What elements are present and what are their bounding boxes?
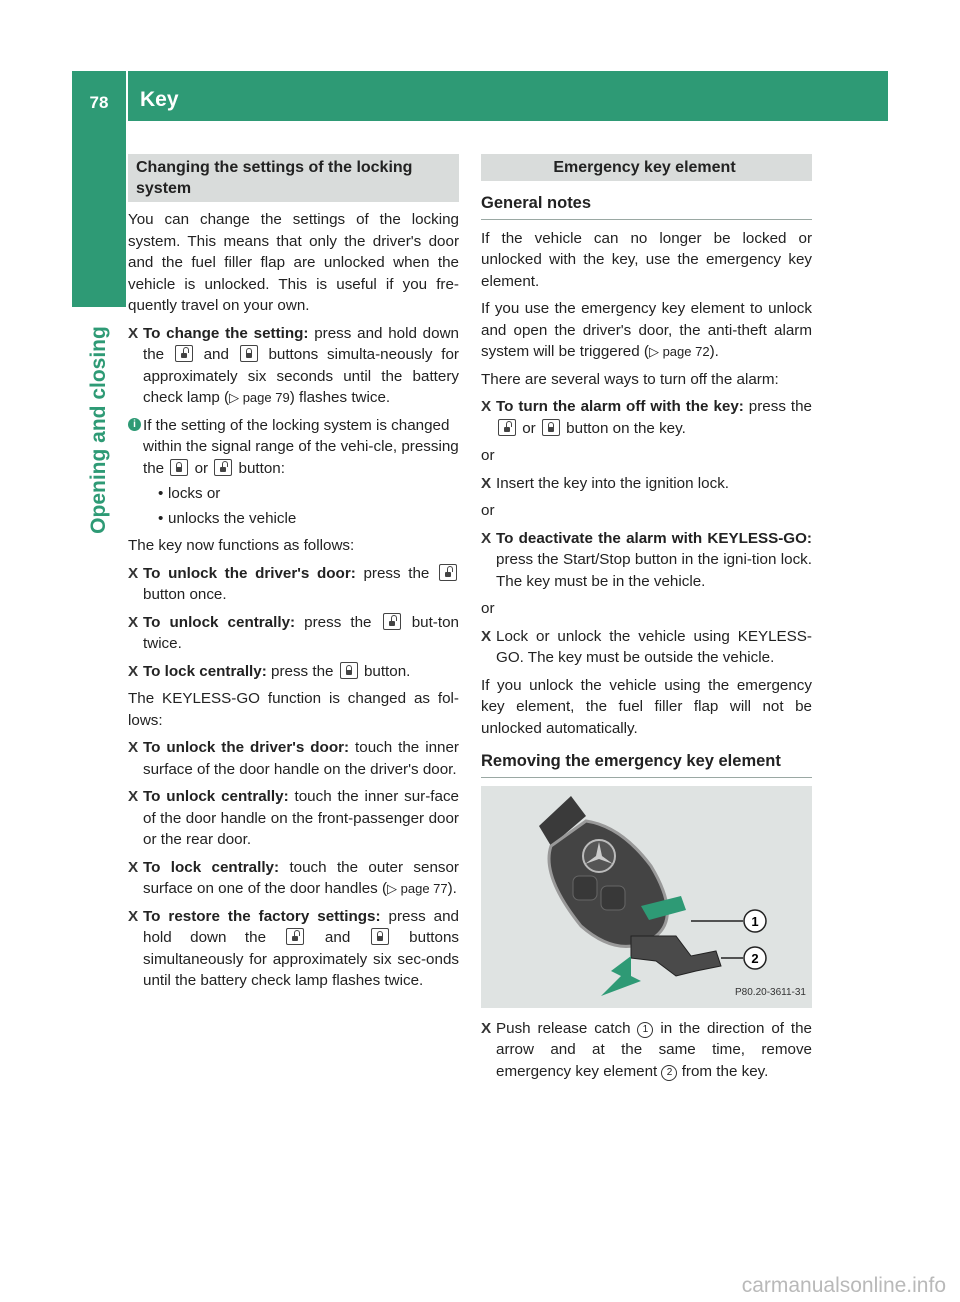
step-marker-icon: X — [128, 564, 139, 582]
key-functions-text: The key now functions as follows: — [128, 537, 355, 554]
step-keyless-unlock-central: X To unlock centrally: touch the inner sur-face of the door handle on the front-passenger door or the rear door. — [128, 788, 460, 848]
step-deactivate-keyless: X To deactivate the alarm with KEYLESS-GO: press the Start/Stop button in the igni-tion lock. The key must be in the vehicle. — [481, 529, 812, 590]
unlock-button-icon — [498, 419, 516, 436]
callout-ref-2: 2 — [661, 1065, 677, 1081]
list-item: • unlocks the vehicle — [158, 508, 459, 530]
step-keyless-unlock-driver: X To unlock the driver's door: touch the inner surface of the door handle on the driver's door. — [128, 739, 459, 778]
keyless-intro: The KEYLESS-GO function is changed as fol-lows: — [128, 690, 459, 729]
step-marker-icon: X — [481, 1019, 492, 1037]
step-unlock-centrally: X To unlock centrally: press the but-ton twice. — [128, 613, 459, 652]
page-title: Key — [140, 88, 179, 111]
header-bar — [72, 71, 888, 121]
lock-button-icon — [170, 459, 188, 476]
list-item: • locks or — [158, 483, 459, 505]
step-change-setting: X To change the setting: press and hold down the and buttons simulta-neously for approximately six seconds until the battery check lamp (▷ page 79) flashes twice. — [128, 324, 459, 406]
callout-2-label: 2 — [751, 950, 759, 966]
lock-button-icon — [340, 662, 358, 679]
step-insert-key: X Insert the key into the ignition lock. — [481, 473, 812, 495]
step-marker-icon: X — [481, 529, 492, 547]
unlock-key-button — [573, 876, 597, 900]
watermark: carmanualsonline.info — [741, 1274, 946, 1297]
step-lock-centrally: X To lock centrally: press the button. — [128, 661, 459, 683]
paragraph: If the vehicle can no longer be locked or unlocked with the key, use the emergency key element. — [481, 229, 812, 290]
unlock-button-icon — [286, 928, 304, 945]
subheading-general-notes: General notes — [481, 193, 812, 220]
subheading-removing: Removing the emergency key element — [481, 751, 812, 778]
section-heading-locking: Changing the settings of the locking system — [128, 154, 459, 202]
intro-paragraph: You can change the settings of the locking system. This means that only the driver's door and the fuel filler flap are unlocked when the vehicle is unlocked. This is useful if you fre-quently travel on your own. — [128, 211, 459, 314]
step-alarm-off-key: X To turn the alarm off with the key: press the or button on the key. — [481, 398, 812, 437]
side-block — [72, 121, 126, 307]
chapter-tab-label: Opening and closing — [87, 326, 110, 534]
note-bullets — [158, 483, 459, 529]
key-illustration — [481, 786, 812, 1008]
unlock-button-icon — [214, 459, 232, 476]
page-reference[interactable]: ▷ page 77 — [387, 881, 448, 896]
step-marker-icon: X — [128, 662, 139, 680]
info-icon: i — [128, 418, 141, 431]
info-note: i If the setting of the locking system is changed within the signal range of the vehi-cle, pressing the or button: • locks or • unlocks the vehicle — [128, 415, 459, 530]
or-text: or — [481, 447, 495, 464]
or-text: or — [481, 600, 495, 617]
page-number: 78 — [89, 93, 109, 112]
step-push-release-catch: X Push release catch 1 in the direction of the arrow and at the same time, remove emergency key element 2 from the key. — [481, 1019, 813, 1080]
step-marker-icon: X — [128, 788, 139, 805]
paragraph: There are several ways to turn off the alarm: — [481, 370, 779, 388]
right-column — [481, 154, 812, 1088]
step-unlock-driver-door: X To unlock the driver's door: press the button once. — [128, 563, 459, 606]
step-marker-icon: X — [128, 907, 139, 925]
step-marker-icon: X — [481, 474, 492, 492]
page-reference[interactable]: ▷ page 79 — [229, 390, 290, 405]
step-marker-icon: X — [128, 858, 139, 876]
step-marker-icon: X — [481, 627, 492, 645]
step-marker-icon: X — [481, 398, 492, 415]
paragraph: If you use the emergency key element to unlock and open the driver's door, the anti-theft alarm system will be triggered (▷ page 72). — [481, 300, 812, 360]
key-figure — [481, 786, 812, 1008]
section-heading-emergency: Emergency key element — [481, 154, 812, 181]
step-keyless-lock-central: X To lock centrally: touch the outer sensor surface on one of the door handles (▷ page 77). — [128, 858, 459, 897]
unlock-button-icon — [439, 564, 457, 581]
callout-ref-1: 1 — [637, 1022, 653, 1038]
step-lock-unlock-keyless: X Lock or unlock the vehicle using KEYLESS-GO. The key must be outside the vehicle. — [481, 627, 812, 666]
lock-key-button — [601, 886, 625, 910]
left-column — [128, 154, 459, 998]
header-divider — [126, 71, 128, 121]
paragraph: If you unlock the vehicle using the emergency key element, the fuel filler flap will not be unlocked automatically. — [481, 676, 812, 737]
lock-button-icon — [240, 345, 258, 362]
step-marker-icon: X — [128, 613, 139, 631]
lock-button-icon — [542, 419, 560, 436]
step-restore-factory: X To restore the factory settings: press and hold down the and buttons simultaneously for approximately six sec-onds until the battery check lamp flashes twice. — [128, 907, 460, 989]
step-marker-icon: X — [128, 739, 139, 756]
unlock-button-icon — [175, 345, 193, 362]
lock-button-icon — [371, 928, 389, 945]
or-text: or — [481, 502, 495, 519]
page-reference[interactable]: ▷ page 72 — [648, 344, 710, 359]
callout-1-label: 1 — [751, 913, 759, 929]
step-marker-icon: X — [128, 324, 139, 342]
unlock-button-icon — [383, 613, 401, 630]
figure-code: P80.20-3611-31 — [735, 987, 806, 998]
